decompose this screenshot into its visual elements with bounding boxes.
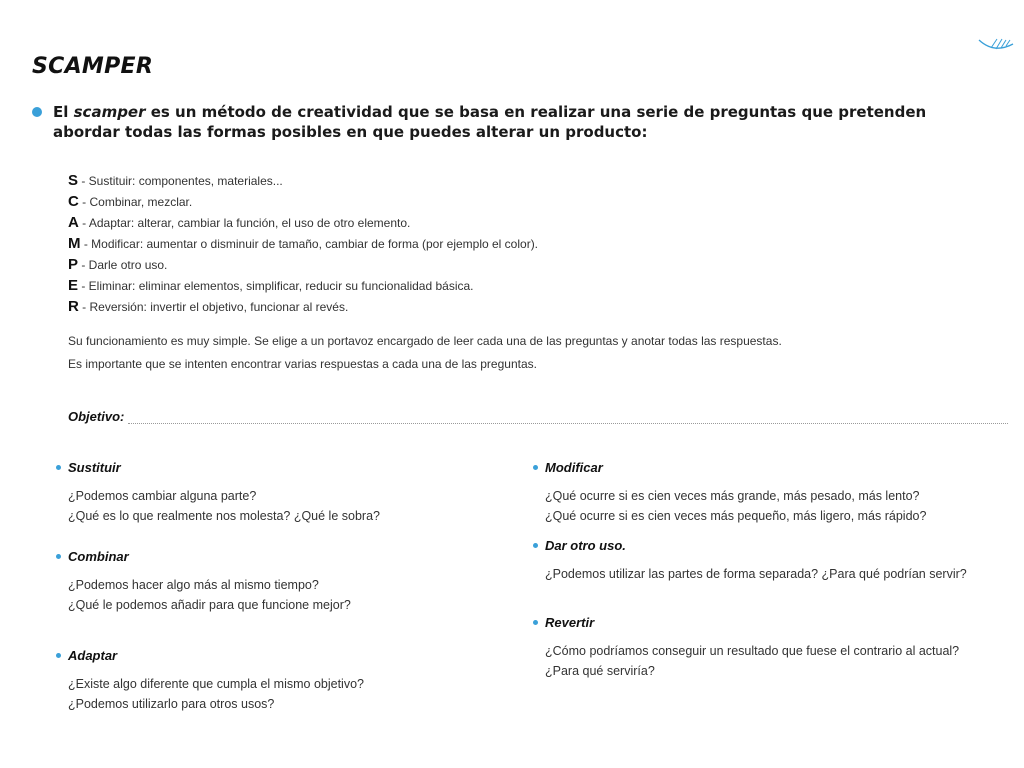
question-line: ¿Qué ocurre si es cien veces más pequeño, más ligero, más rápido? — [545, 509, 927, 523]
section-heading: Adaptar — [68, 648, 118, 663]
letter-row-r: R - Reversión: invertir el objetivo, funcionar al revés. — [68, 298, 349, 315]
objective-field[interactable] — [68, 409, 1008, 424]
question-line: ¿Qué ocurre si es cien veces más grande, más pesado, más lento? — [545, 489, 920, 503]
section-combinar — [56, 548, 351, 615]
question-line: ¿Existe algo diferente que cumpla el mismo objetivo? — [68, 677, 364, 691]
section-revertir — [533, 614, 985, 681]
section-adaptar — [56, 647, 364, 714]
section-heading: Combinar — [68, 549, 129, 564]
intro-block — [32, 102, 982, 142]
section-heading: Sustituir — [68, 460, 121, 475]
bullet-icon — [533, 465, 538, 470]
wave-decoration-icon — [978, 34, 1014, 54]
section-heading: Modificar — [545, 460, 603, 475]
question-line: ¿Qué le podemos añadir para que funcione mejor? — [68, 598, 351, 612]
letter-row-m: M - Modificar: aumentar o disminuir de tamaño, cambiar de forma (por ejemplo el color). — [68, 235, 539, 252]
question-line: ¿Podemos utilizar las partes de forma separada? ¿Para qué podrían servir? — [545, 567, 967, 581]
bullet-icon — [533, 620, 538, 625]
question-line: ¿Podemos hacer algo más al mismo tiempo? — [68, 578, 319, 592]
question-line: ¿Cómo podríamos conseguir un resultado que fuese el contrario al actual? ¿Para qué serviría? — [545, 644, 960, 678]
bullet-icon — [56, 465, 61, 470]
intro-bullet-icon — [32, 107, 42, 117]
section-sustituir — [56, 459, 380, 526]
section-dar-otro-uso — [533, 537, 967, 584]
objective-dotted-line[interactable] — [128, 410, 1008, 424]
bullet-icon — [533, 543, 538, 548]
question-line: ¿Podemos utilizarlo para otros usos? — [68, 697, 275, 711]
letter-row-c: C - Combinar, mezclar. — [68, 193, 193, 210]
intro-text: El scamper es un método de creatividad que se basa en realizar una serie de preguntas que pretenden abordar todas las formas posibles en que puedes alterar un producto: — [53, 103, 927, 141]
explanation-paragraph: Su funcionamiento es muy simple. Se elige a un portavoz encargado de leer cada una de las preguntas y anotar todas las respuestas. Es importante que se intenten encontrar varias respuestas a cada una de las preguntas. — [68, 334, 782, 371]
section-modificar — [533, 459, 926, 526]
letter-row-a: A - Adaptar: alterar, cambiar la función, el uso de otro elemento. — [68, 214, 411, 231]
bullet-icon — [56, 653, 61, 658]
question-line: ¿Qué es lo que realmente nos molesta? ¿Qué le sobra? — [68, 509, 380, 523]
letter-row-s: S - Sustituir: componentes, materiales... — [68, 172, 283, 189]
letter-row-p: P - Darle otro uso. — [68, 256, 168, 273]
section-heading: Revertir — [545, 615, 595, 630]
scamper-letters-list — [68, 170, 538, 317]
page-title: SCAMPER — [32, 54, 154, 79]
letter-row-e: E - Eliminar: eliminar elementos, simplificar, reducir su funcionalidad básica. — [68, 277, 474, 294]
question-line: ¿Podemos cambiar alguna parte? — [68, 489, 257, 503]
section-heading: Dar otro uso. — [545, 538, 626, 553]
objective-label: Objetivo: — [68, 409, 125, 424]
bullet-icon — [56, 554, 61, 559]
